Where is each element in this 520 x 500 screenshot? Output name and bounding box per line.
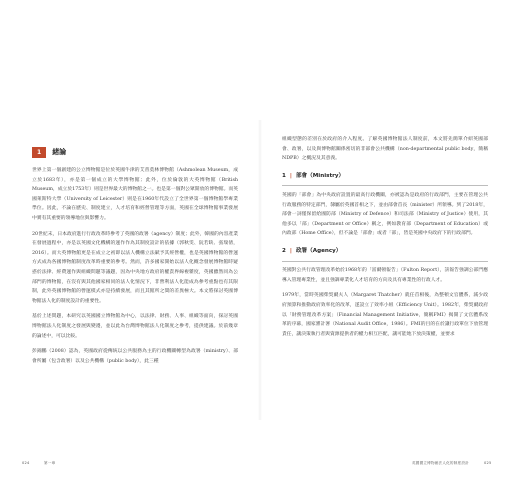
body-paragraph: 世界上第一個創建的公立博物館是位於英國牛津的艾普莫林博物館（Ashmolean Museum，成立於1683年），亦是第一個成立的大學博物館；此外，位於倫敦的大英博物館（British Museum，成立於1753年）則是世界最大的博物館之一。也是第一個對公眾開放的博物館。而英國萊斯特大學（University of Leicester）則是在1960年代設立了全世界第一個博物館學專業學位。因此，不論在歷史、制度建立，人才培育和經營管理等方面，英國在全球博物館事業發展中實有其重要的領導地位與影響力。 bbox=[32, 168, 238, 221]
section-heading bbox=[282, 247, 488, 257]
chapter-number-badge: 1 bbox=[32, 147, 46, 158]
section-rule bbox=[282, 185, 488, 186]
left-text-column bbox=[32, 131, 238, 372]
body-paragraph: 1979年，當時英國柴契爾夫人（Margaret Thatcher）就任首相後，為整頓文官體系，減少政府預算和推動政府效率化的改革，遂設立了效率小組（Efficiency Unit）。1982年，柴契爾政府以「財務管理改革方案」（Financial Management Initiative，簡稱FMI）揭開了文官體系改革的序幕，國家審計署（National Audit Office，1986）。FMI的目的在於讓行政單位下放管理責任，讓決策執行者與資源提供者的權力相互匹配，讓可能地下放決策權，並要求 bbox=[282, 293, 488, 337]
right-page bbox=[260, 0, 520, 500]
running-footer: 第一章 bbox=[44, 461, 56, 465]
section-number: 1 bbox=[282, 172, 286, 179]
running-footer: 英國國立博物館法人化的制度設計 bbox=[412, 461, 469, 465]
body-paragraph: 英國對公共行政管理改革始於1968年的「富爾頓報告」（Fulton Report），該報告強調公部門應導入管理專業性，並且強調專業化人才培育的方向及具有專業性的行政人才。 bbox=[282, 268, 488, 283]
body-paragraph: 20世紀末，日本政府進行行政改革時參考了英國的政署（agency）制度；此外，韓國的內容產業在發展過程中，亦是以英國文化機構的運作作為其制度設計的依據（郭秋雯、阮若缺、張瑞倩，2016）。而大英博物館更是在成立之初即以法人機構立法賦予其經營權，也是英國博物館的營運方式成為各國博物館制度改革時重要的參考。然而，許多國家開始以法人化概念發展博物館時疑惑於法律、經費運作與組織問題等議題，因為中央地方政府的權責界線複雜度，英國雖然同為公部門的博物館，在沒有與其他國家相同的法人化情況下，非營利法人化能成為參考重點也有其限制，此外英國博物館的營運模式亦是持續發展，而且其館所之間的差異極大。本文將探討英國博物館法人化的制度設計的重要性。 bbox=[32, 231, 238, 304]
section-divider-mark: | bbox=[289, 172, 292, 179]
page-number: 024 bbox=[22, 461, 30, 465]
body-paragraph: 組織型態的差別在於政府的介入程度。了解英國博物館法人制度前，本文將先簡單介紹英國部會、政署，以及與博物館關係密切的非部會公共機構（non-departmental public body，簡稱NDPB）之概況及其意義。 bbox=[282, 137, 488, 162]
section-title: 部會（Ministry） bbox=[295, 172, 345, 179]
body-paragraph: 基於上述問題，本研究以英國國立博物館為中心，以法律、財務、人事、組織等面向，探討英國博物館法人化制度之發展與變遷，並以此為台灣博物館法人化制度之參考，提供建議。於前幾章的論述中，可以比較。 bbox=[32, 314, 238, 339]
section-number: 2 bbox=[282, 247, 286, 254]
body-paragraph: 彭錦鵬（2008）認為，英國政府從傳統以公共服務為主的行政機關轉型為政署（ministry）、部會所屬（包含政署）以及公共機構（public body），此三種 bbox=[32, 349, 238, 364]
section-heading bbox=[282, 172, 488, 182]
body-paragraph: 英國的「部會」為中央政府設置的最高行政機關，亦被認為是政府的行政部門，主要在管理公共行政服務的特定部門，隸屬於英國首相之下，並由部會首長（minister）所領導。到了2018年，部會一詞僅保留給國防部（Ministry of Defence）和司法部（Ministry of Justice）使用，其他多以「部」（Department or Office）稱之，例如教育部（Department of Education）或內政部（Home Office），但不論是「部會」或者「部」，皆是英國中央政府下的行政部門。 bbox=[282, 192, 488, 237]
section-rule bbox=[282, 261, 488, 262]
page-number: 025 bbox=[484, 461, 492, 465]
chapter-title: 緒論 bbox=[52, 147, 67, 156]
section-divider-mark: | bbox=[289, 247, 292, 254]
right-text-column bbox=[282, 135, 488, 345]
chapter-heading bbox=[32, 147, 238, 158]
section-title: 政署（Agency） bbox=[295, 247, 342, 254]
